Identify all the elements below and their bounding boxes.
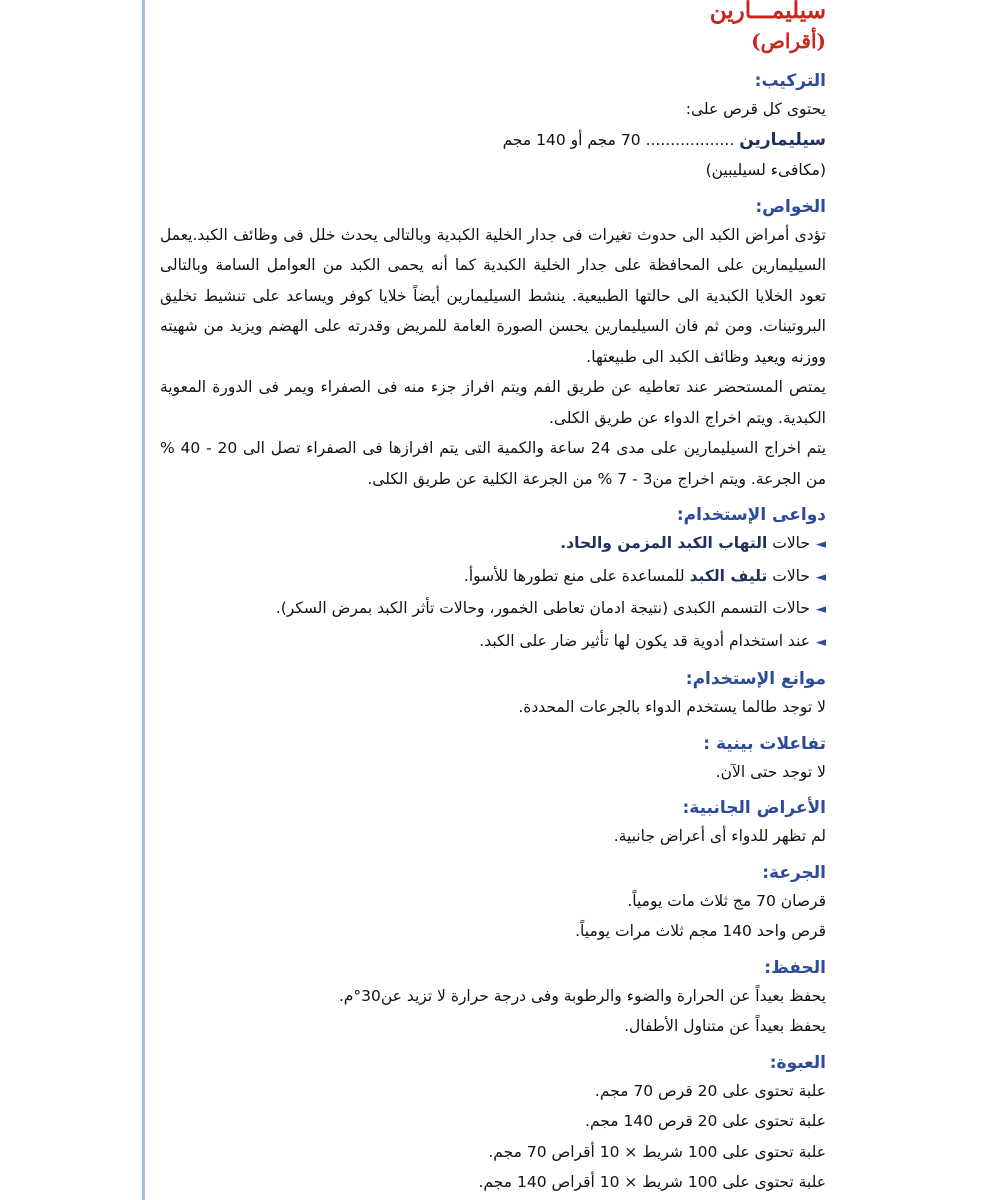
dosage-heading: الجرعة:	[762, 862, 826, 883]
dosage-line: قرص واحد 140 مجم ثلاث مرات يومياً.	[575, 922, 826, 940]
contraindications-text: لا توجد طالما يستخدم الدواء بالجرعات المحددة.	[518, 698, 826, 716]
indication-item: ◄عند استخدام أدوية قد يكون لها تأثير ضار على الكبد.	[479, 631, 826, 650]
ingredient-equivalent: (مكافىء لسيليبين)	[705, 161, 826, 179]
composition-ingredient	[160, 125, 826, 156]
bullet-arrow-icon: ◄	[816, 537, 826, 552]
ingredient-name: سيليمارين	[739, 129, 826, 150]
properties-paragraph-2: يمتص المستحضر عند تعاطيه عن طريق الفم ويتم افراز جزء منه فى الصفراء ويمر فى الدورة المعوية الكبدية. ويتم اخراج الدواء عن طريق الكلى.	[160, 378, 826, 427]
contraindications-heading: موانع الإستخدام:	[685, 669, 826, 689]
bullet-arrow-icon: ◄	[816, 634, 826, 650]
drug-title: سيليمـــارين	[709, 0, 826, 24]
dosage-form: (أقراص)	[751, 29, 826, 53]
side-effects-heading: الأعراض الجانبية:	[682, 798, 826, 818]
packaging-line: علبة تحتوى على 100 شريط × 10 أقراص 140 مجم.	[478, 1173, 826, 1191]
packaging-line: علبة تحتوى على 20 قرص 70 مجم.	[594, 1081, 826, 1100]
indication-item: ◄حالات التهاب الكبد المزمن والحاد.	[560, 534, 826, 552]
composition-heading: التركيب:	[754, 71, 826, 91]
storage-heading: الحفظ:	[764, 957, 826, 978]
side-effects-text: لم تظهر للدواء أى أعراض جانبية.	[613, 827, 826, 845]
leaflet-page	[160, 0, 826, 1200]
properties-heading: الخواص:	[755, 196, 826, 217]
packaging-heading: العبوة:	[769, 1052, 826, 1073]
dosage-line: قرصان 70 مج ثلاث مات يومياً.	[627, 891, 826, 910]
bullet-arrow-icon: ◄	[816, 569, 826, 585]
interactions-heading: تفاعلات بينية :	[703, 733, 826, 754]
composition-line: يحتوى كل قرص على:	[685, 100, 826, 118]
page-border-line	[142, 0, 145, 1200]
properties-paragraph-3: يتم اخراج السيليمارين على مدى 24 ساعة والكمية التى يتم افرازها فى الصفراء تصل الى 20 - 40 % من الجرعة. ويتم اخراج من3 - 7 % من الجرعة الكلية عن طريق الكلى.	[160, 439, 827, 488]
storage-line: يحفظ بعيداً عن الحرارة والضوء والرطوبة وفى درجة حرارة لا تزيد عن30°م.	[338, 986, 826, 1005]
storage-line: يحفظ بعيداً عن متناول الأطفال.	[624, 1017, 826, 1035]
packaging-line: علبة تحتوى على 20 قرص 140 مجم.	[585, 1112, 826, 1130]
ingredient-amount: 70 مجم أو 140 مجم	[502, 130, 641, 149]
indication-item: ◄حالات التسمم الكبدى (نتيجة ادمان تعاطى الخمور، وحالات تأثر الكبد بمرض السكر).	[275, 599, 826, 617]
packaging-line: علبة تحتوى على 100 شريط × 10 أقراص 70 مجم.	[488, 1142, 826, 1161]
properties-paragraph-1: تؤدى أمراض الكبد الى حدوث تغيرات فى جدار الخلية الكبدية وبالتالى يحدث خلل فى وظائف الكبد.يعمل السيليمارين على المحافظة على جدار الخلية الكبدية كما أنه يحمى الكبد من العوامل السامة وبالتالى تعود الخلايا الكبدية الى حالتها الطبيعية. ينشط السيليمارين أيضاً خلايا كوفر ويساعد على تنشيط تخليق البروتينات. ومن ثم فان السيليمارين يحسن الصورة العامة للمريض وقدرته على الهضم ويزيد من شهيته ووزنه ويعيد وظائف الكبد الى طبيعتها.	[160, 225, 826, 366]
ingredient-dots: ..................	[640, 130, 740, 149]
bullet-arrow-icon: ◄	[816, 602, 826, 617]
interactions-text: لا توجد حتى الآن.	[715, 762, 826, 781]
indications-heading: دواعى الإستخدام:	[676, 505, 826, 525]
indication-item: ◄حالات تليف الكبد للمساعدة على منع تطورها للأسوأ.	[463, 566, 826, 585]
